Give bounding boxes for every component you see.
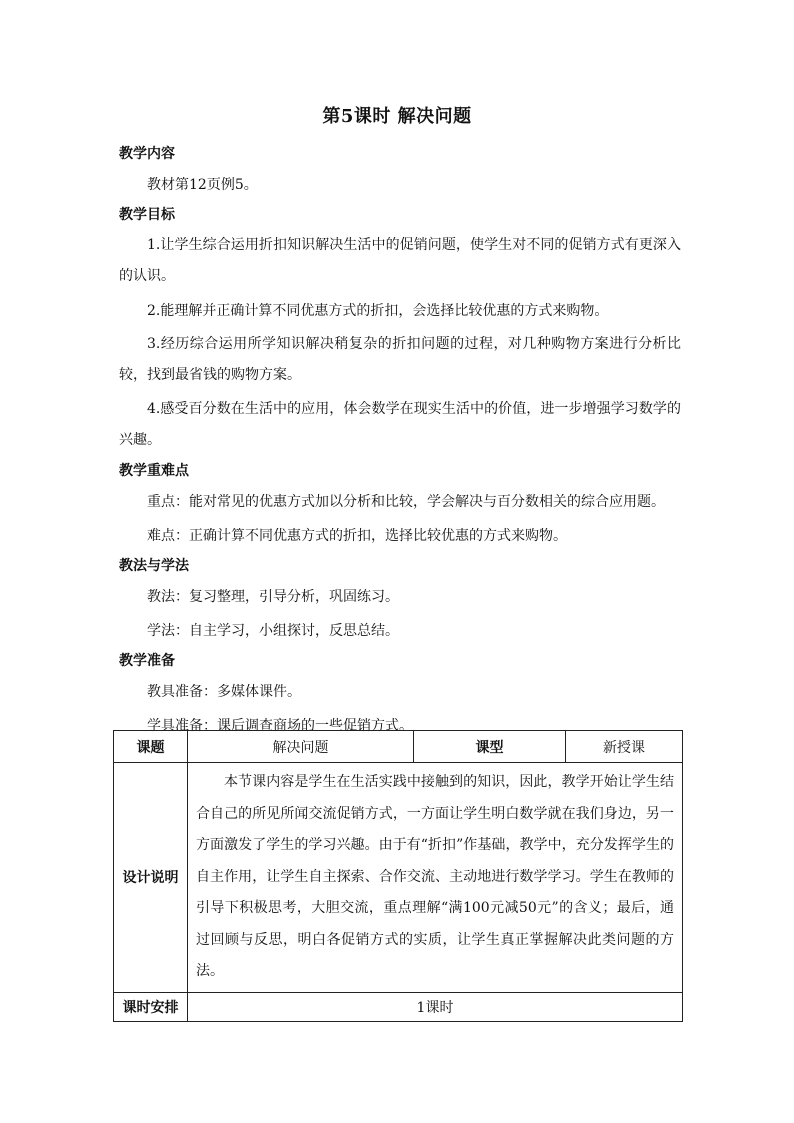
preparation-teacher: 教具准备：多媒体课件。 bbox=[147, 684, 301, 700]
section-heading-preparation: 教学准备 bbox=[119, 653, 175, 669]
content-text: 教材第12页例5。 bbox=[147, 177, 258, 193]
topic-value: 解决问题 bbox=[188, 731, 414, 763]
table-row bbox=[114, 992, 683, 1021]
method-teaching: 教法：复习整理，引导分析，巩固练习。 bbox=[147, 589, 399, 605]
section-heading-objectives: 教学目标 bbox=[119, 207, 175, 223]
type-label: 课型 bbox=[414, 731, 566, 763]
type-value: 新授课 bbox=[566, 731, 683, 763]
section-heading-methods: 教法与学法 bbox=[119, 558, 189, 574]
schedule-value: 1课时 bbox=[188, 992, 683, 1021]
objective-item-3: 3.经历综合运用所学知识解决稍复杂的折扣问题的过程，对几种购物方案进行分析比较，找到最省钱的购物方案。 bbox=[119, 336, 681, 383]
lesson-plan-body bbox=[119, 142, 681, 744]
lesson-info-table bbox=[113, 730, 683, 1022]
objective-item-4: 4.感受百分数在生活中的应用，体会数学在现实生活中的价值，进一步增强学习数学的兴趣。 bbox=[119, 401, 681, 448]
objective-item-2: 2.能理解并正确计算不同优惠方式的折扣，会选择比较优惠的方式来购物。 bbox=[147, 303, 609, 319]
page-title: 第5课时 解决问题 bbox=[322, 106, 472, 127]
section-heading-content: 教学内容 bbox=[119, 146, 175, 162]
preparation-student: 学具准备：课后调查商场的一些促销方式。 bbox=[147, 718, 413, 734]
section-heading-key-points: 教学重难点 bbox=[119, 463, 189, 479]
design-text: 本节课内容是学生在生活实践中接触到的知识，因此，教学开始让学生结合自己的所见所闻交流促销方式，一方面让学生明白数学就在我们身边，另一方面激发了学生的学习兴趣。由于有“折扣”作基础，教学中，充分发挥学生的自主作用，让学生自主探索、合作交流、主动地进行数学学习。学生在教师的引导下积极思考，大胆交流，重点理解“满100元减50元”的含义；最后，通过回顾与反思，明白各促销方式的实质，让学生真正掌握解决此类问题的方法。 bbox=[188, 763, 683, 993]
table-row bbox=[114, 763, 683, 993]
key-point-focus: 重点：能对常见的优惠方式加以分析和比较，学会解决与百分数相关的综合应用题。 bbox=[147, 494, 665, 510]
schedule-label: 课时安排 bbox=[114, 992, 188, 1021]
key-point-difficulty: 难点：正确计算不同优惠方式的折扣，选择比较优惠的方式来购物。 bbox=[147, 528, 567, 544]
method-learning: 学法：自主学习，小组探讨，反思总结。 bbox=[147, 623, 399, 639]
topic-label: 课题 bbox=[114, 731, 188, 763]
design-label: 设计说明 bbox=[114, 763, 188, 993]
objective-item-1: 1.让学生综合运用折扣知识解决生活中的促销问题，使学生对不同的促销方式有更深入的认识。 bbox=[119, 237, 681, 284]
table-row bbox=[114, 731, 683, 763]
